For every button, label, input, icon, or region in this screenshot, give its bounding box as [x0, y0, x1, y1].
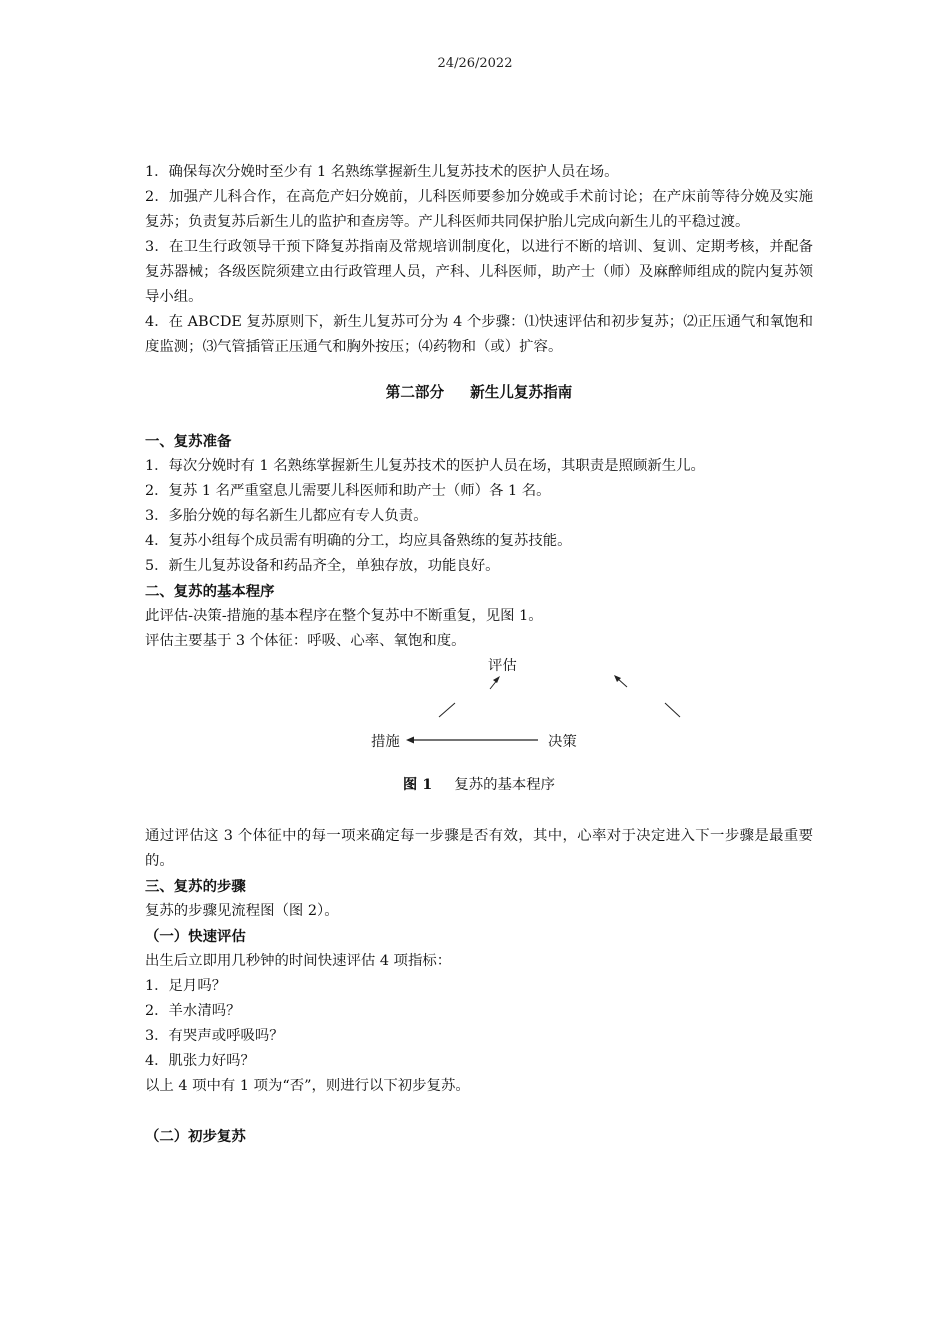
body-text: 此评估-决策-措施的基本程序在整个复苏中不断重复，见图 1。 [145, 608, 543, 624]
page-header-date: 24/26/2022 [437, 56, 513, 71]
list-item: 4．复苏小组每个成员需有明确的分工，均应具备熟练的复苏技能。 [145, 533, 572, 549]
subsection-heading-quick-assessment: （一）快速评估 [145, 928, 246, 945]
body-text: 评估主要基于 3 个体征：呼吸、心率、氧饱和度。 [145, 633, 466, 649]
part-title [145, 380, 813, 405]
arrowhead-icon [493, 676, 500, 683]
list-item: 2．羊水清吗？ [145, 1003, 241, 1019]
body-text: 复苏的步骤见流程图（图 2）。 [145, 903, 339, 919]
list-item: 2．复苏 1 名严重窒息儿需要儿科医师和助产士（师）各 1 名。 [145, 483, 551, 499]
intro-item: 2．加强产儿科合作，在高危产妇分娩前，儿科医师要参加分娩或手术前讨论；在产床前等待分娩及实施复苏；负责复苏后新生儿的监护和查房等。产儿科医师共同保护胎儿完成向新生儿的平稳过渡。 [145, 189, 813, 230]
procedure-cycle-diagram [145, 654, 813, 758]
diagram-node-measure: 措施 [371, 734, 400, 750]
figure-number: 图 1 [402, 776, 433, 793]
diagram-stroke-right [665, 703, 680, 717]
subsection-heading-initial-resuscitation: （二）初步复苏 [145, 1128, 246, 1145]
diagram-node-assess: 评估 [488, 658, 517, 674]
list-item: 3．多胎分娩的每名新生儿都应有专人负责。 [145, 508, 428, 524]
body-text: 出生后立即用几秒钟的时间快速评估 4 项指标： [145, 953, 452, 969]
section-heading-preparation: 一、复苏准备 [145, 433, 232, 450]
intro-item: 4．在 ABCDE 复苏原则下，新生儿复苏可分为 4 个步骤：⑴快速评估和初步复苏；⑵正压通气和氧饱和度监测；⑶气管插管正压通气和胸外按压；⑷药物和（或）扩容。 [145, 314, 813, 355]
intro-item: 1．确保每次分娩时至少有 1 名熟练掌握新生儿复苏技术的医护人员在场。 [145, 164, 619, 180]
body-text: 通过评估这 3 个体征中的每一项来确定每一步骤是否有效，其中，心率对于决定进入下一步骤是最重要的。 [145, 828, 813, 869]
list-item: 1．足月吗？ [145, 978, 227, 994]
list-item: 5．新生儿复苏设备和药品齐全，单独存放，功能良好。 [145, 558, 500, 574]
document-body [145, 160, 813, 1149]
section-heading-basic-procedure: 二、复苏的基本程序 [145, 583, 275, 600]
figure-title: 复苏的基本程序 [454, 777, 556, 793]
section-heading-steps: 三、复苏的步骤 [145, 878, 246, 895]
diagram-stroke-left [439, 703, 455, 717]
arrowhead-icon [406, 737, 414, 744]
list-item: 3．有哭声或呼吸吗？ [145, 1028, 284, 1044]
part-label: 第二部分 [385, 384, 445, 401]
diagram-arrows [145, 654, 813, 758]
list-item: 4．肌张力好吗？ [145, 1053, 255, 1069]
body-text: 以上 4 项中有 1 项为“否”，则进行以下初步复苏。 [145, 1078, 470, 1094]
part-heading: 新生儿复苏指南 [470, 384, 573, 401]
list-item: 1．每次分娩时有 1 名熟练掌握新生儿复苏技术的医护人员在场，其职责是照顾新生儿。 [145, 458, 705, 474]
diagram-node-decide: 决策 [548, 734, 577, 750]
figure-caption [145, 772, 813, 798]
intro-item: 3．在卫生行政领导干预下降复苏指南及常规培训制度化，以进行不断的培训、复训、定期考核，并配备复苏器械；各级医院须建立由行政管理人员，产科、儿科医师，助产士（师）及麻醉师组成的院内复苏领导小组。 [145, 239, 813, 305]
